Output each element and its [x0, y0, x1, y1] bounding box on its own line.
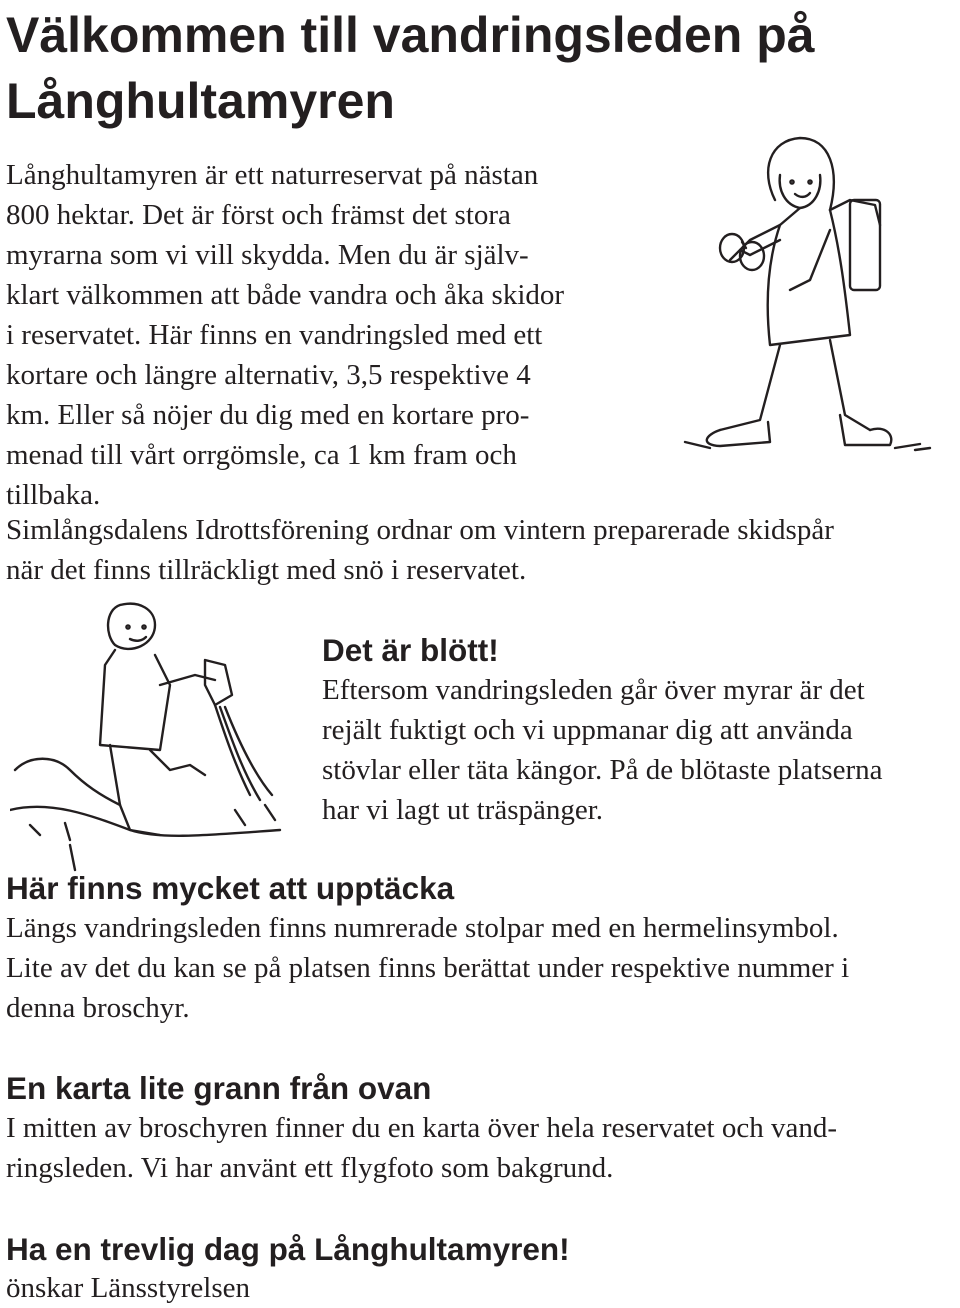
intro-line: 800 hektar. Det är först och främst det stora — [6, 199, 511, 231]
closing-signature: önskar Länsstyrelsen — [6, 1272, 251, 1304]
intro-paragraph — [6, 155, 564, 515]
discover-line: denna broschyr. — [6, 992, 190, 1024]
page-title — [6, 2, 946, 134]
wet-line: har vi lagt ut träspänger. — [322, 794, 604, 826]
page-title-line-2: Långhultamyren — [6, 73, 395, 129]
page-title-line-1: Välkommen till vandringsleden på — [6, 7, 815, 63]
closing-heading: Ha en trevlig dag på Långhultamyren! — [6, 1231, 570, 1267]
intro-line: klart välkommen att både vandra och åka skidor — [6, 279, 565, 311]
ski-line: när det finns tillräckligt med snö i reservatet. — [6, 554, 527, 586]
wet-line: stövlar eller täta kängor. På de blötaste platserna — [322, 754, 883, 786]
intro-line: Långhultamyren är ett naturreservat på nästan — [6, 159, 539, 191]
ski-paragraph — [6, 510, 834, 590]
intro-line: tillbaka. — [6, 479, 101, 511]
ski-line: Simlångsdalens Idrottsförening ordnar om vintern preparerade skidspår — [6, 514, 834, 546]
intro-line: km. Eller så nöjer du dig med en kortare pro- — [6, 399, 530, 431]
map-line: I mitten av broschyren finner du en karta över hela reservatet och vand- — [6, 1112, 837, 1144]
hiker-with-binoculars-illustration — [680, 130, 940, 460]
discover-paragraph — [6, 908, 849, 1028]
wet-line: Eftersom vandringsleden går över myrar är det — [322, 674, 865, 706]
wet-heading: Det är blött! — [322, 632, 499, 668]
map-heading: En karta lite grann från ovan — [6, 1070, 432, 1106]
intro-line: myrarna som vi vill skydda. Men du är själv- — [6, 239, 529, 271]
wet-paragraph — [322, 670, 882, 830]
discover-line: Lite av det du kan se på platsen finns berättat under respektive nummer i — [6, 952, 850, 984]
wet-line: rejält fuktigt och vi uppmanar dig att använda — [322, 714, 853, 746]
map-paragraph — [6, 1108, 837, 1188]
intro-line: i reservatet. Här finns en vandringsled med ett — [6, 319, 543, 351]
person-pouring-water-from-boot-illustration — [10, 595, 300, 875]
intro-line: menad till vårt orrgömsle, ca 1 km fram och — [6, 439, 517, 471]
intro-line: kortare och längre alternativ, 3,5 respektive 4 — [6, 359, 531, 391]
discover-line: Längs vandringsleden finns numrerade stolpar med en hermelinsymbol. — [6, 912, 839, 944]
map-line: ringsleden. Vi har använt ett flygfoto som bakgrund. — [6, 1152, 614, 1184]
discover-heading: Här finns mycket att upptäcka — [6, 870, 455, 906]
